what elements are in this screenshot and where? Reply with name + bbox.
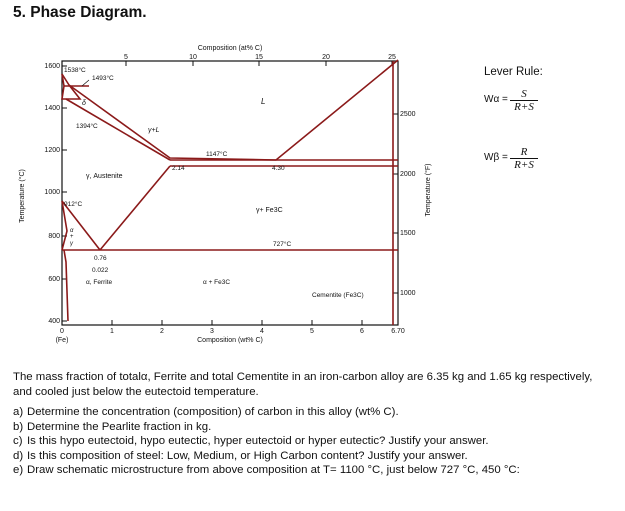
question-item <box>13 434 613 449</box>
question-items <box>13 405 613 478</box>
label-0022: 0.022 <box>92 267 109 274</box>
item-text: Determine the Pearlite fraction in kg. <box>27 420 212 433</box>
item-text: Is this composition of steel: Low, Medium, or High Carbon content? Justify your answer. <box>27 449 468 462</box>
top-tick-20: 20 <box>322 54 330 61</box>
w-alpha-fraction <box>510 88 538 113</box>
question-item <box>13 449 613 464</box>
fe-label: (Fe) <box>55 337 69 344</box>
item-text: Is this hypo eutectoid, hypo eutectic, hyper eutectoid or hyper eutectic? Justify your answer. <box>27 435 489 447</box>
question-item <box>13 420 613 435</box>
label-delta: δ <box>82 100 86 107</box>
bottom-tick-6: 6 <box>360 328 364 335</box>
right-tick-1500: 1500 <box>400 230 416 237</box>
label-alpha-fe3c: α + Fe3C <box>203 279 231 286</box>
item-label: c) <box>13 435 23 447</box>
label-cementite: Cementite (Fe3C) <box>312 292 364 299</box>
ferrite-solvus <box>64 250 68 321</box>
w-beta-denominator: R+S <box>514 159 534 171</box>
question-heading: 5. Phase Diagram. <box>13 4 147 21</box>
left-axis-title: Temperature (°C) <box>19 169 26 223</box>
question-item <box>13 405 613 420</box>
left-tick-800: 800 <box>48 233 60 240</box>
bottom-tick-670: 6.70 <box>391 328 405 335</box>
label-076: 0.76 <box>94 255 107 262</box>
question-intro: The mass fraction of totalα, Ferrite and total Cementite in an iron-carbon alloy are 6.35 kg and 1.65 kg respectively, and cooled just below the eutectoid temperature. <box>13 371 593 398</box>
top-axis-ticks <box>126 61 392 66</box>
right-axis-title: Temperature (°F) <box>425 163 432 217</box>
bottom-tick-0: 0 <box>60 328 64 335</box>
label-214: 2.14 <box>172 165 185 172</box>
label-alpha-gamma-g: γ <box>70 241 73 247</box>
top-tick-10: 10 <box>189 54 197 61</box>
label-austenite: γ, Austenite <box>86 173 123 180</box>
item-label: e) <box>13 464 24 476</box>
right-tick-2500: 2500 <box>400 111 416 118</box>
item-label: b) <box>13 420 24 433</box>
label-912: 912°C <box>64 201 83 208</box>
bottom-tick-4: 4 <box>260 328 264 335</box>
left-tick-1200: 1200 <box>44 147 60 154</box>
left-tick-1600: 1600 <box>44 63 60 70</box>
w-beta-formula <box>484 146 564 176</box>
label-727: 727°C <box>273 241 292 248</box>
bottom-tick-5: 5 <box>310 328 314 335</box>
label-1147: 1147°C <box>206 151 228 158</box>
w-alpha-denominator: R+S <box>514 101 534 113</box>
label-1538: 1538°C <box>64 67 86 74</box>
label-alpha-gamma-plus: + <box>70 234 74 240</box>
question-item <box>13 463 613 478</box>
label-gamma-plus-l: γ+L <box>148 127 160 134</box>
bottom-axis-ticks <box>62 320 362 325</box>
bottom-tick-2: 2 <box>160 328 164 335</box>
left-tick-400: 400 <box>48 318 60 325</box>
lever-rule-title: Lever Rule: <box>484 66 543 78</box>
label-1394: 1394°C <box>76 123 98 130</box>
w-beta-lhs: Wβ = <box>484 152 508 163</box>
label-alpha-gamma-a: α <box>70 228 74 234</box>
right-tick-1000: 1000 <box>400 290 416 297</box>
w-beta-fraction <box>510 146 538 171</box>
a3-line <box>62 201 100 250</box>
right-tick-2000: 2000 <box>400 171 416 178</box>
left-tick-1400: 1400 <box>44 105 60 112</box>
label-430: 4.30 <box>272 165 285 172</box>
item-label: a) <box>13 406 24 418</box>
item-text: Draw schematic microstructure from above composition at T= 1100 °C, just below 727 °C, 450 °C: <box>27 464 520 476</box>
question-text <box>13 370 613 478</box>
alpha-solvus <box>62 201 67 250</box>
bottom-axis-title: Composition (wt% C) <box>197 337 263 344</box>
w-alpha-formula <box>484 88 564 118</box>
item-text: Determine the concentration (composition) of carbon in this alloy (wt% C). <box>27 406 399 418</box>
left-tick-600: 600 <box>48 276 60 283</box>
item-label: d) <box>13 449 24 462</box>
label-ferrite: α, Ferrite <box>86 279 113 286</box>
w-alpha-numerator: S <box>521 88 527 100</box>
label-1493: 1493°C <box>92 75 114 82</box>
label-liquid: L <box>261 97 266 106</box>
bottom-tick-1: 1 <box>110 328 114 335</box>
top-axis-title: Composition (at% C) <box>197 45 263 52</box>
bottom-tick-3: 3 <box>210 328 214 335</box>
label-gamma-fe3c: γ+ Fe3C <box>256 207 283 214</box>
top-tick-15: 15 <box>255 54 263 61</box>
top-tick-5: 5 <box>124 54 128 61</box>
w-alpha-lhs: Wα = <box>484 94 508 105</box>
top-tick-25: 25 <box>388 54 396 61</box>
left-tick-1000: 1000 <box>44 189 60 196</box>
w-beta-numerator: R <box>520 146 528 158</box>
